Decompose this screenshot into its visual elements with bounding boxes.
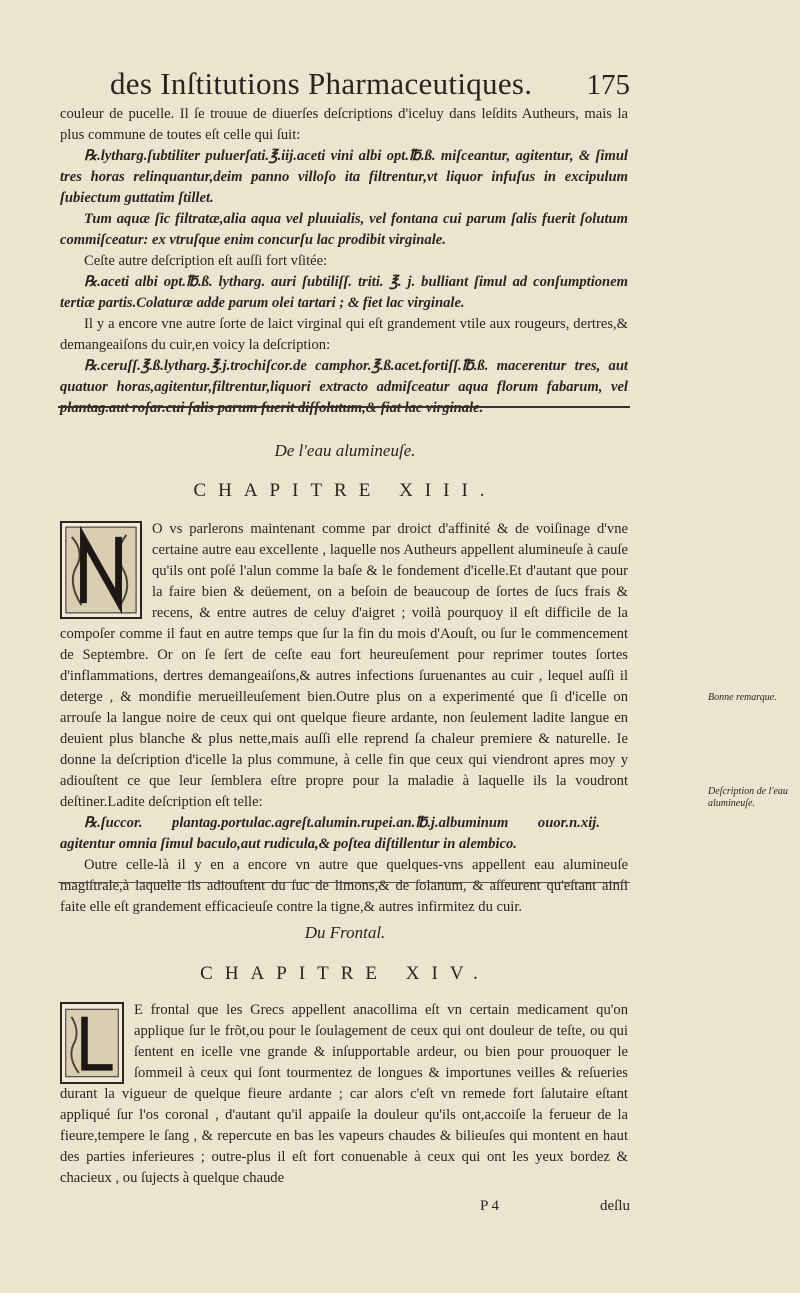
- margin-note: Deſcription de l'eau alumineuſe.: [708, 786, 788, 809]
- paragraph: Ceſte autre deſcription eſt auſſi fort vſitée:: [84, 253, 328, 269]
- section-title: De l'eau alumineuſe.: [274, 441, 416, 460]
- chapter-heading: CHAPITRE XIII.: [193, 480, 497, 501]
- catchword: deſlu: [600, 1198, 630, 1214]
- decorated-initial-l: [60, 1002, 124, 1084]
- recipe-paragraph: ℞.aceti albi opt.℔.ß. lytharg. auri ſubtiliſſ. triti. ℥. j. bulliant ſimul ad conſumptionem tertiæ partis.Colaturæ adde parum olei tartari ; & fiet lac virginale.: [60, 274, 628, 311]
- paragraph: Outre celle-là il y en a encore vn autre que quelques-vns appellent eau alumineuſe magiſtrale,à laquelle ils adiouſtent du ſuc de limons,& de ſolanum, & aſſeurent qu'eſtant ainſi faite elle eſt grandement efficacieuſe contre la tigne,& autres infirmitez du cuir.: [60, 857, 628, 915]
- section-divider: [58, 406, 630, 408]
- page-header: [110, 58, 630, 102]
- page-footer: [480, 1198, 630, 1215]
- recipe-paragraph: ℞.ceruſſ.℥.ß.lytharg.℥.j.trochiſcor.de camphor.℥.ß.acet.fortiſſ.℔.ß. macerentur tres, aut quatuor horas,agitentur,filtrentur,liquori extracto admiſceatur aqua florum fabarum, vel plantag.aut roſar.cui ſalis parum fuerit diſſolutum,& fiat lac virginale.: [60, 358, 628, 416]
- chapter-14-text: [60, 1000, 628, 1189]
- signature-mark: P 4: [480, 1198, 500, 1214]
- paragraph: couleur de pucelle. Il ſe trouue de diuerſes deſcriptions d'iceluy dans leſdits Autheurs, mais la plus commune de toutes eſt celle qui ſuit:: [60, 106, 628, 143]
- paragraph: O vs parlerons maintenant comme par droict d'affinité & de voiſinage d'vne certaine autre eau excellente , laquelle nos Autheurs appellent alumineuſe à cauſe qu'ils ont poſé l'alun comme la baſe & le fondement d'icelle.Et d'autant que pour la faire bien & deüement, on a beſoin de beaucoup de ſortes de ſucs frais & recens, & entre autres de celuy d'aigret ; voilà pourquoy il eſt difficile de la compoſer comme il faut en autre temps que ſur la fin du mois d'Aouſt, ou ſur le commencement de Septembre. Or on ſe ſert de ceſte eau fort heureuſement pour reprimer toutes ſortes d'inflammations, dertres demangeaiſons,& autres infections ſuruenantes au cuir , lequel auſſi il deterge , & mondifie merueilleuſement bien.Outre plus on a experimenté que ſi d'icelle on arrouſe la langue noire de ceux qui ont quelque fieure ardante, non ſeulement ladite langue en deuient plus blanche & plus nette,mais auſſi elle reprend ſa chaleur premiere & naturelle. Ie donne la deſcription d'icelle la plus commune, à celle fin que ceux qui viendront apres moy y adiouſtent ce que leur ſemblera eſtre propre pour la maladie à laquelle ils la voudront deſtiner.Ladite deſcription eſt telle:: [60, 521, 628, 810]
- page-number: 175: [586, 69, 630, 101]
- recipe-paragraph: ℞.lytharg.ſubtiliter puluerſati.℥.iij.aceti vini albi opt.℔.ß. miſceantur, agitentur, & ſimul tres horas relinquantur,deim panno villoſo ita filtrentur,vt liquor infuſus in excipulum ſubiectum guttatim ſtillet.: [60, 148, 628, 206]
- paragraph: Il y a encore vne autre ſorte de laict virginal qui eſt grandement vtile aux rougeurs, dertres,& demangeaiſons du cuir,en voicy la deſcription:: [60, 316, 628, 353]
- ornament-initial-icon: [62, 523, 140, 617]
- decorated-initial-n: [60, 521, 142, 619]
- section-title: Du Frontal.: [304, 923, 386, 942]
- paragraph: E frontal que les Grecs appellent anacollima eſt vn certain medicament qu'on applique ſur le frõt,ou pour le ſoulagement de ceux qui ont douleur de teſte, ou qui ſentent en icelle vne grande & inſupportable ardeur, ou bien pour prouoquer le ſommeil à ceux qui ſont tourmentez de longues & importunes veilles & reſueries durant la vigueur de quelque fieure ardante ; car alors c'eſt vn remede fort ſalutaire eſtant appliqué ſur l'os coronal , d'autant qu'il appaiſe la douleur qu'ils ont,accoiſe la ferueur de la fieure,tempere le ſang , & repercute en bas les vapeurs chaudes & bilieuſes qui montent en haut des parties inferieures ; outre-plus il eſt fort conuenable à ceux qui ont les yeux bordez & chacieux , ou ſujects à quelque chaude: [60, 1002, 628, 1186]
- chapter-heading: CHAPITRE XIV.: [200, 963, 490, 984]
- running-title: des Inſtitutions Pharmaceutiques.: [110, 66, 533, 101]
- chapter-13-text: [60, 519, 628, 918]
- ornament-initial-icon: [62, 1004, 122, 1082]
- recipe-paragraph: Tum aquæ ſic filtratæ,alia aqua vel pluuialis, vel fontana cui parum ſalis fuerit ſolutum commiſceatur: ex vtruſque enim concurſu lac prodibit virginale.: [60, 211, 628, 248]
- top-text-block: [60, 104, 628, 419]
- section-divider: [58, 882, 630, 883]
- recipe-paragraph: ℞.ſuccor. plantag.portulac.agreſt.alumin.rupei.an.℔.j.albuminum ouor.n.xij. agitentur omnia ſimul baculo,aut rudicula,& poſtea diſtillentur in alembico.: [60, 815, 600, 852]
- margin-note: Bonne remarque.: [708, 692, 777, 703]
